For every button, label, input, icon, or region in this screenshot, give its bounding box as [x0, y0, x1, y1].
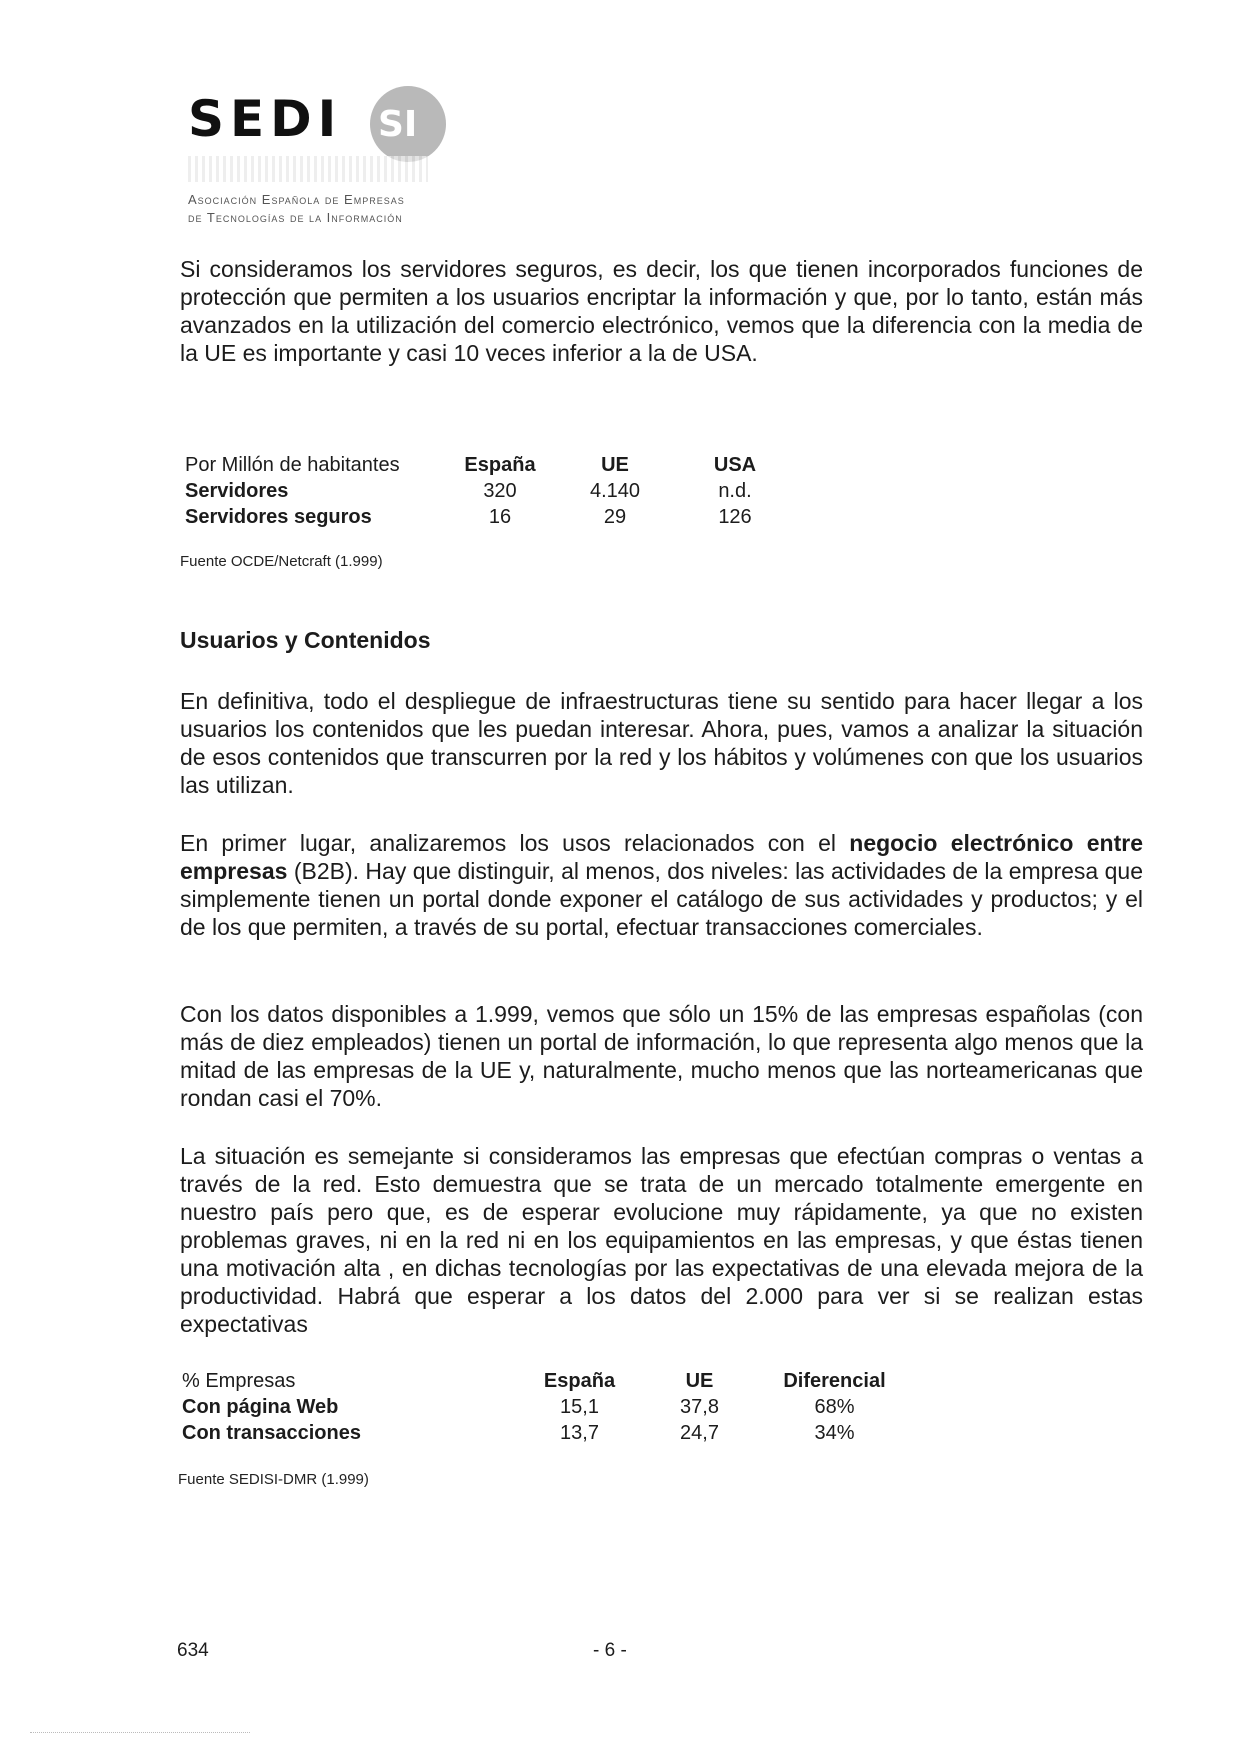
- table-source-note: Fuente OCDE/Netcraft (1.999): [180, 553, 383, 570]
- table-source-note: Fuente SEDISI-DMR (1.999): [178, 1471, 369, 1488]
- table-header-row: [185, 452, 790, 478]
- table-header-cell: España: [543, 1369, 616, 1392]
- paragraph-secure-servers: Si consideramos los servidores seguros, es decir, los que tienen incorporados funciones de protección que permiten a los usuarios encriptar la información y que, por lo tanto, están más avanzados en la utilización del comercio electrónico, vemos que la diferencia con la media de la UE es importante y casi 10 veces inferior a la de USA.: [180, 256, 1143, 366]
- logo-wordmark: SEDI: [188, 90, 343, 148]
- table-header-label: % Empresas: [182, 1369, 296, 1392]
- table-header-cell: UE: [685, 1369, 714, 1392]
- table-cell: 13,7: [560, 1421, 599, 1444]
- logo-scan-noise: [188, 156, 428, 182]
- paragraph-contents: En definitiva, todo el despliegue de infraestructuras tiene su sentido para hacer llegar a los usuarios los contenidos que les puedan interesar. Ahora, pues, vamos a analizar la situación de esos contenidos que transcurren por la red y los hábitos y volúmenes con que los usuarios las utilizan.: [180, 688, 1143, 798]
- table-cell: 15,1: [560, 1395, 599, 1418]
- table-cell: 29: [603, 505, 627, 528]
- table-header-cell: UE: [601, 453, 629, 476]
- page-number: - 6 -: [593, 1640, 627, 1661]
- table-row: [185, 478, 790, 504]
- table-header-cell: España: [464, 453, 536, 476]
- paragraph-transactions: La situación es semejante si consideramos las empresas que efectúan compras o ventas a través de la red. Esto demuestra que se trata de un mercado totalmente emergente en nuestro país pero que, es de esperar evolucione muy rápidamente, ya que no existen problemas graves, ni en la red ni en los equipamientos en las empresas, y que éstas tienen una motivación alta , en dichas tecnologías por las expectativas de una elevada mejora de la productividad. Habrá que esperar a los datos del 2.000 para ver si se realizan estas expectativas: [180, 1143, 1143, 1337]
- row-label: Con página Web: [182, 1395, 339, 1418]
- table-cell: 320: [483, 479, 517, 502]
- table-cell: 16: [488, 505, 512, 528]
- table-cell: 126: [718, 505, 752, 528]
- table-header-label: Por Millón de habitantes: [185, 453, 400, 476]
- b2b-bold-term: negocio electrónico entre empresas: [180, 830, 1143, 884]
- logo-circle-icon: [370, 86, 446, 162]
- b2b-text-end: (B2B). Hay que distinguir, al menos, dos niveles: las actividades de la empresa que simplemente tienen un portal donde exponer el catálogo de sus actividades y productos; y el de los que permiten, a través de su portal, efectuar transacciones comerciales.: [180, 858, 1143, 940]
- org-name-line1: Asociación Española de Empresas: [188, 192, 405, 207]
- row-label: Servidores: [185, 479, 289, 502]
- paragraph-web-portals: Con los datos disponibles a 1.999, vemos que sólo un 15% de las empresas españolas (con más de diez empleados) tienen un portal de información, lo que representa algo menos que la mitad de las empresas de la UE y, naturalmente, mucho menos que las norteamericanas que rondan casi el 70%.: [180, 1001, 1143, 1111]
- b2b-text-start: En primer lugar, analizaremos los usos relacionados con el: [180, 830, 850, 856]
- table-cell: 34%: [814, 1421, 855, 1444]
- companies-table: [182, 1368, 907, 1446]
- table-cell: 37,8: [680, 1395, 719, 1418]
- row-label: Servidores seguros: [185, 505, 372, 528]
- sedisi-logo: [188, 86, 478, 236]
- table-cell: 68%: [814, 1395, 855, 1418]
- paragraph-b2b: [180, 829, 1143, 941]
- document-code: 634: [177, 1640, 209, 1661]
- servers-table: [185, 452, 790, 530]
- org-name-line2: de Tecnologías de la Información: [188, 210, 403, 225]
- table-row: [182, 1394, 907, 1420]
- table-row: [182, 1420, 907, 1446]
- table-cell: n.d.: [718, 479, 752, 502]
- logo-circle-text: SI: [378, 104, 418, 145]
- table-header-cell: Diferencial: [783, 1369, 886, 1392]
- section-heading: Usuarios y Contenidos: [180, 627, 431, 653]
- table-cell: 24,7: [680, 1421, 719, 1444]
- table-header-row: [182, 1368, 907, 1394]
- scan-artifact-dots: [30, 1732, 250, 1734]
- row-label: Con transacciones: [182, 1421, 361, 1444]
- table-cell: 4.140: [589, 479, 641, 502]
- table-row: [185, 504, 790, 530]
- table-header-cell: USA: [713, 453, 757, 476]
